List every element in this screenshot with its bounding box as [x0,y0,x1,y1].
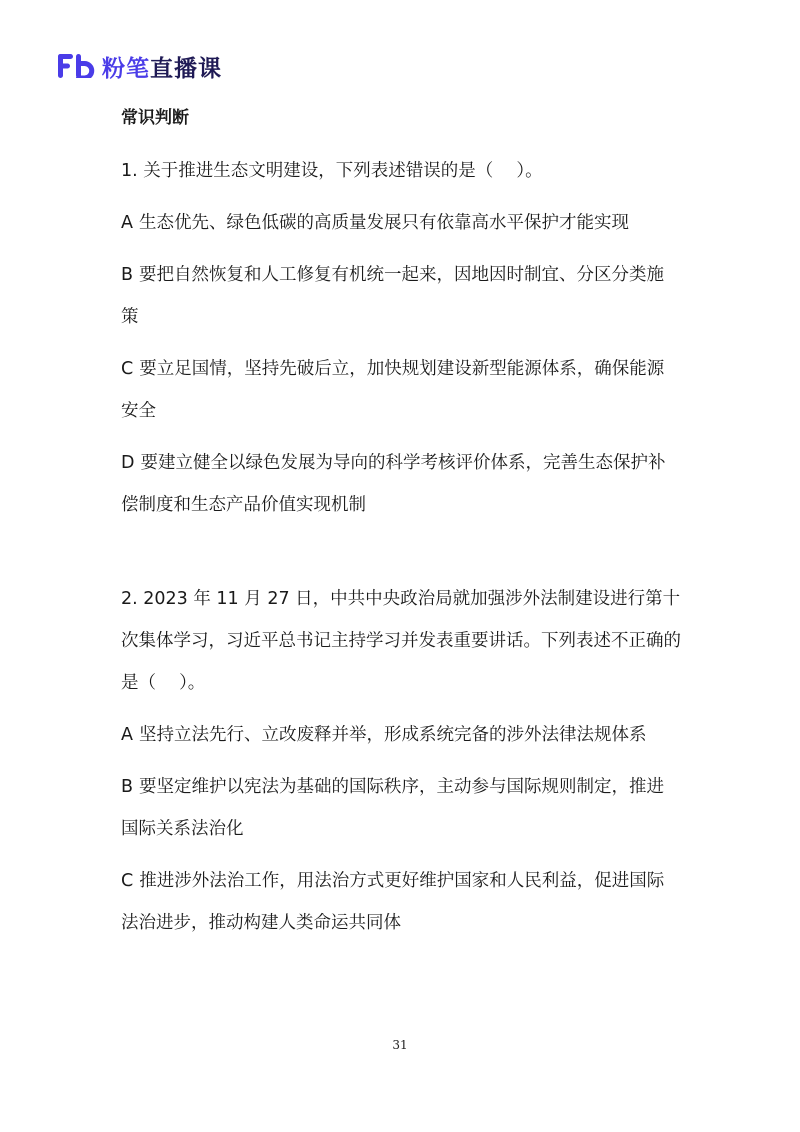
page-number: 31 [392,1038,408,1052]
option-text: 坚持立法先行、立改废释并举，形成系统完备的涉外法律法规体系 [138,725,647,745]
option-label: B [121,265,134,285]
option-text: 推进涉外法治工作，用法治方式更好维护国家和人民利益，促进国际法治进步，推动构建人类命运共同体 [121,871,665,933]
question-2-stem: 2. 2023 年 11 月 27 日，中共中央政治局就加强涉外法制建设进行第十次集体学习，习近平总书记主持学习并发表重要讲话。下列表述不正确的是（ ）。 [121,589,681,693]
option-text: 要立足国情，坚持先破后立，加快规划建设新型能源体系，确保能源安全 [121,359,665,421]
header-logo [58,51,222,81]
question-spacer [121,536,681,578]
option-text: 要把自然恢复和人工修复有机统一起来，因地因时制宜、分区分类施策 [121,265,665,327]
question-2-option-b [121,766,681,850]
question-1-option-b [121,254,681,338]
logo-brand: 粉笔 [102,55,150,82]
option-label: B [121,777,134,797]
document-body [121,100,681,954]
option-label: C [121,871,134,891]
option-text: 要坚定维护以宪法为基础的国际秩序，主动参与国际规则制定，推进国际关系法治化 [121,777,665,839]
option-label: A [121,725,133,745]
option-text: 要建立健全以绿色发展为导向的科学考核评价体系，完善生态保护补偿制度和生态产品价值实现机制 [121,453,666,515]
question-1-stem: 1. 关于推进生态文明建设，下列表述错误的是（ ）。 [121,161,543,181]
option-label: C [121,359,134,379]
section-title: 常识判断 [121,108,189,128]
question-1-option-c [121,348,681,432]
logo-product: 直播课 [150,55,222,82]
question-2-option-a [121,714,681,756]
logo-text [102,50,222,83]
option-text: 生态优先、绿色低碳的高质量发展只有依靠高水平保护才能实现 [138,213,629,233]
question-1-option-a [121,202,681,244]
fb-logo-icon [58,54,96,78]
option-label: D [121,453,135,473]
question-1-option-d [121,442,681,526]
question-2-option-c [121,860,681,944]
option-label: A [121,213,133,233]
